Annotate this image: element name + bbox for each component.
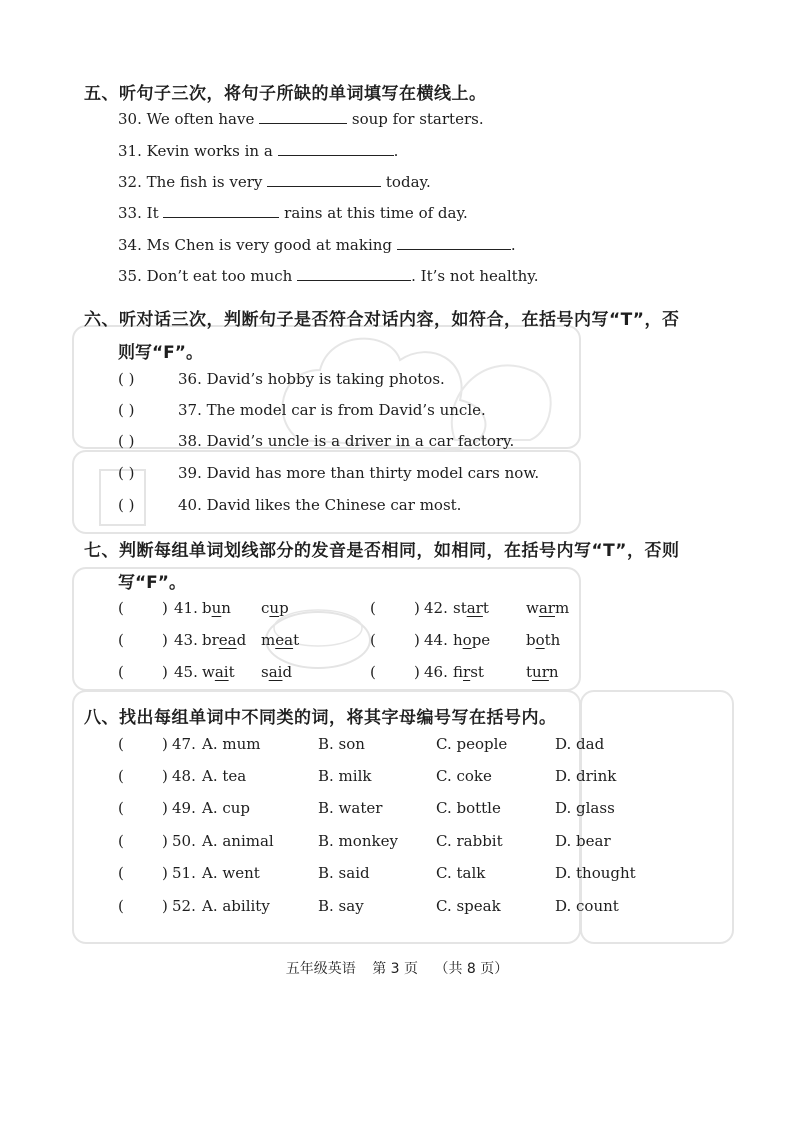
answer-blank[interactable] xyxy=(267,172,381,187)
question-33 xyxy=(118,203,468,222)
section-5-heading: 五、听句子三次，将句子所缺的单词填写在横线上。 xyxy=(84,84,487,104)
answer-paren[interactable]: ( ) xyxy=(370,631,420,649)
option-d: D. bear xyxy=(555,832,611,850)
question-text: today. xyxy=(385,173,431,191)
question-number: 30. xyxy=(118,110,142,128)
word: meat xyxy=(261,631,300,649)
answer-blank[interactable] xyxy=(397,235,511,250)
word: warm xyxy=(526,599,570,617)
answer-paren[interactable]: ( ) xyxy=(118,496,135,514)
footer-total: （共 8 页） xyxy=(434,961,509,977)
question-30 xyxy=(118,109,484,128)
question-text: The fish is very xyxy=(146,173,263,191)
question-text: Ms Chen is very good at making xyxy=(146,236,393,254)
option-d: D. glass xyxy=(555,799,615,817)
section-7-heading-cont: 写“F”。 xyxy=(118,573,186,593)
question-number: 34. xyxy=(118,236,142,254)
question-text: We often have xyxy=(146,110,255,128)
question-text: Kevin works in a xyxy=(146,142,273,160)
answer-paren[interactable]: ( ) xyxy=(118,663,168,681)
option-b: B. monkey xyxy=(318,832,398,850)
question-text: rains at this time of day. xyxy=(284,204,468,222)
word: both xyxy=(526,631,561,649)
section-7-heading: 七、判断每组单词划线部分的发音是否相同，如相同，在括号内写“T”，否则 xyxy=(84,541,680,561)
answer-paren[interactable]: ( ) xyxy=(118,735,168,753)
question-35 xyxy=(118,266,539,285)
question-37: 37. The model car is from David’s uncle. xyxy=(178,401,486,419)
option-c: C. speak xyxy=(436,897,501,915)
question-40: 40. David likes the Chinese car most. xyxy=(178,496,462,514)
question-38: 38. David’s uncle is a driver in a car factory. xyxy=(178,432,515,450)
answer-paren[interactable]: ( ) xyxy=(118,370,135,388)
question-39: 39. David has more than thirty model cars now. xyxy=(178,464,540,482)
item-number: 44. xyxy=(424,631,448,649)
question-32 xyxy=(118,172,431,191)
question-36: 36. David’s hobby is taking photos. xyxy=(178,370,445,388)
answer-paren[interactable]: ( ) xyxy=(118,767,168,785)
answer-paren[interactable]: ( ) xyxy=(370,663,420,681)
question-number: 32. xyxy=(118,173,142,191)
option-c: C. talk xyxy=(436,864,486,882)
question-text: . xyxy=(393,142,399,160)
word: said xyxy=(261,663,293,681)
item-number: 47. xyxy=(172,735,196,753)
answer-paren[interactable]: ( ) xyxy=(118,432,135,450)
question-text: Don’t eat too much xyxy=(146,267,293,285)
question-text: soup for starters. xyxy=(351,110,484,128)
item-number: 48. xyxy=(172,767,196,785)
question-number: 31. xyxy=(118,142,142,160)
page-footer xyxy=(0,958,794,978)
option-b: B. milk xyxy=(318,767,372,785)
item-number: 43. xyxy=(174,631,198,649)
option-d: D. count xyxy=(555,897,619,915)
answer-paren[interactable]: ( ) xyxy=(118,799,168,817)
option-d: D. thought xyxy=(555,864,636,882)
answer-paren[interactable]: ( ) xyxy=(118,897,168,915)
item-number: 51. xyxy=(172,864,196,882)
word: hope xyxy=(453,631,491,649)
option-c: C. people xyxy=(436,735,508,753)
word: start xyxy=(453,599,489,617)
question-31 xyxy=(118,141,398,160)
item-number: 49. xyxy=(172,799,196,817)
word: wait xyxy=(202,663,235,681)
word: first xyxy=(453,663,484,681)
option-b: B. said xyxy=(318,864,370,882)
answer-paren[interactable]: ( ) xyxy=(118,401,135,419)
question-text: . It’s not healthy. xyxy=(411,267,539,285)
answer-blank[interactable] xyxy=(278,141,394,156)
section-6-heading-cont: 则写“F”。 xyxy=(118,343,203,363)
option-b: B. water xyxy=(318,799,383,817)
option-d: D. dad xyxy=(555,735,605,753)
question-text: . xyxy=(510,236,516,254)
item-number: 50. xyxy=(172,832,196,850)
item-number: 52. xyxy=(172,897,196,915)
option-a: A. ability xyxy=(202,897,270,915)
option-a: A. cup xyxy=(202,799,251,817)
word: bun xyxy=(202,599,231,617)
question-text: It xyxy=(146,204,159,222)
item-number: 41. xyxy=(174,599,198,617)
section-8-heading: 八、找出每组单词中不同类的词，将其字母编号写在括号内。 xyxy=(84,708,557,728)
question-number: 33. xyxy=(118,204,142,222)
footer-subject: 五年级英语 xyxy=(285,961,356,977)
option-a: A. tea xyxy=(202,767,247,785)
answer-blank[interactable] xyxy=(297,266,411,281)
answer-paren[interactable]: ( ) xyxy=(370,599,420,617)
bleed-through-frame xyxy=(72,450,581,534)
answer-paren[interactable]: ( ) xyxy=(118,464,135,482)
option-a: A. animal xyxy=(202,832,274,850)
option-c: C. coke xyxy=(436,767,492,785)
answer-paren[interactable]: ( ) xyxy=(118,599,168,617)
option-c: C. bottle xyxy=(436,799,501,817)
item-number: 42. xyxy=(424,599,448,617)
section-6-heading: 六、听对话三次，判断句子是否符合对话内容，如符合，在括号内写“T”，否 xyxy=(84,310,680,330)
question-34 xyxy=(118,235,516,254)
answer-paren[interactable]: ( ) xyxy=(118,631,168,649)
option-a: A. mum xyxy=(202,735,261,753)
word: turn xyxy=(526,663,559,681)
footer-page: 第 3 页 xyxy=(372,961,418,977)
question-number: 35. xyxy=(118,267,142,285)
answer-paren[interactable]: ( ) xyxy=(118,864,168,882)
option-c: C. rabbit xyxy=(436,832,503,850)
option-b: B. say xyxy=(318,897,364,915)
option-b: B. son xyxy=(318,735,365,753)
option-d: D. drink xyxy=(555,767,617,785)
item-number: 45. xyxy=(174,663,198,681)
word: cup xyxy=(261,599,289,617)
word: bread xyxy=(202,631,247,649)
answer-paren[interactable]: ( ) xyxy=(118,832,168,850)
answer-blank[interactable] xyxy=(163,203,279,218)
item-number: 46. xyxy=(424,663,448,681)
option-a: A. went xyxy=(202,864,260,882)
answer-blank[interactable] xyxy=(259,109,347,124)
